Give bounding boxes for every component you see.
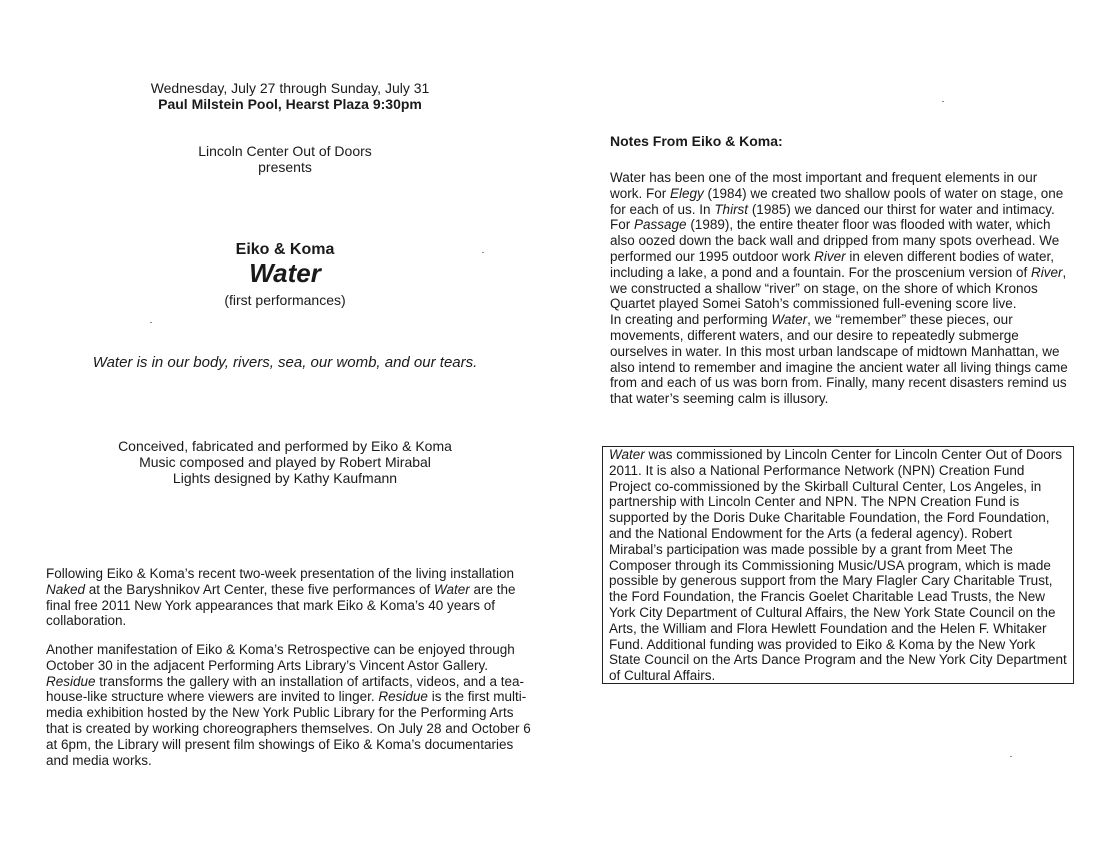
notes-paragraph xyxy=(610,170,1072,312)
schedule-dates: Wednesday, July 27 through Sunday, July 31 xyxy=(150,80,430,96)
italic-title: River xyxy=(1031,264,1063,280)
notes-paragraph xyxy=(610,312,1072,407)
text-run: was commissioned by Lincoln Center for Lincoln Center Out of Doors 2011. It is also a National Performance Network (NPN) Creation Fund Project co-commissioned by the Skirball Cultural Center, Los Angeles, in partnership with Lincoln Center and NPN. The NPN Creation Fund is supported by the Doris Duke Charitable Foundation, the Ford Foundation, and the National Endowment for the Arts (a federal agency). Robert Mirabal’s participation was made possible by a grant from Meet The Composer through its Commissioning Music/USA program, which is made possible by generous support from the Mary Flagler Cary Charitable Trust, the Ford Foundation, the Francis Goelet Charitable Lead Trusts, the New York City Department of Cultural Affairs, the New York State Council on the Arts, the William and Flora Hewlett Foundation and the Helen F. Whitaker Fund. Additional funding was provided to Eiko & Koma by the New York State Council on the Arts Dance Program and the New York City Department of Cultural Affairs. xyxy=(609,447,1067,684)
artist-name: Eiko & Koma xyxy=(235,241,335,258)
italic-title: Water xyxy=(771,312,808,328)
italic-title: Residue xyxy=(378,689,428,705)
italic-title: Passage xyxy=(634,217,687,233)
text-run: , we “remember” these pieces, our movements, different waters, and our desire to repeatedly submerge ourselves in water. In this most urban landscape of midtown Manhattan, we also intend to remember and imagine the ancient water all living things came from and each of us was born from. Finally, many recent disasters remind us that water’s seeming calm is illusory. xyxy=(610,312,1068,407)
presenter-verb: presents xyxy=(258,159,312,175)
notes-body xyxy=(610,170,1072,407)
credit-line: Music composed and played by Robert Mirabal xyxy=(139,454,431,470)
scan-speck xyxy=(942,101,944,102)
italic-title: Residue xyxy=(46,673,96,689)
text-run: (1985) we danced our thirst for water and intimacy. For xyxy=(610,201,1055,233)
credit-line: Conceived, fabricated and performed by Eiko & Koma xyxy=(118,438,452,454)
scan-speck xyxy=(1010,756,1012,757)
retrospective-paragraph xyxy=(46,642,538,768)
work-title: Water xyxy=(249,258,321,288)
text-run: Following Eiko & Koma’s recent two-week presentation of the living installation xyxy=(46,566,514,581)
credits-block xyxy=(30,438,540,486)
text-run: In creating and performing xyxy=(610,312,772,328)
schedule-block xyxy=(30,80,550,112)
credit-line: Lights designed by Kathy Kaufmann xyxy=(172,470,398,486)
italic-title: Naked xyxy=(46,581,86,597)
funding-paragraph xyxy=(609,447,1067,684)
italic-title: River xyxy=(814,248,846,264)
scan-speck xyxy=(150,322,152,323)
text-run: in eleven different bodies of water, including a lake, a pond and a fountain. For the proscenium version of xyxy=(610,248,1055,280)
premiere-note: (first performances) xyxy=(224,292,346,308)
text-run: (1989), the entire theater floor was flooded with water, which also oozed down the back wall and dripped from many spots overhead. We performed our 1995 outdoor work xyxy=(610,217,1060,264)
funding-credit-box xyxy=(602,446,1074,684)
schedule-venue: Paul Milstein Pool, Hearst Plaza 9:30pm xyxy=(158,96,422,112)
notes-heading: Notes From Eiko & Koma: xyxy=(610,133,783,149)
italic-title: Elegy xyxy=(670,185,704,201)
text-run: is the first multi-media exhibition hosted by the New York Public Library for the Performing Arts that is created by working choreographers themselves. On July 28 and October 6 at 6pm, the Library will present film showings of Eiko & Koma’s documentaries and media works. xyxy=(46,689,531,768)
text-run: (1984) we created two shallow pools of water on stage, one for each of us. In xyxy=(610,185,1064,217)
italic-title: Water xyxy=(433,581,470,597)
italic-title: Thirst xyxy=(714,201,749,217)
text-run: at the Baryshnikov Art Center, these five performances of xyxy=(85,581,434,597)
text-run: are the final free 2011 New York appearances that mark Eiko & Koma’s 40 years of collaboration. xyxy=(46,581,516,629)
scan-speck xyxy=(482,252,484,253)
presenter-block xyxy=(30,143,540,175)
text-run: transforms the gallery with an installation of artifacts, videos, and a tea-house-like structure where viewers are invited to linger. xyxy=(46,673,524,705)
tagline: Water is in our body, rivers, sea, our womb, and our tears. xyxy=(92,354,478,371)
intro-paragraph xyxy=(46,566,538,629)
presenter-name: Lincoln Center Out of Doors xyxy=(198,143,372,159)
text-run: Another manifestation of Eiko & Koma’s Retrospective can be enjoyed through October 30 in the adjacent Performing Arts Library’s Vincent Astor Gallery. xyxy=(46,642,515,673)
text-run: Water has been one of the most important and frequent elements in our work. For xyxy=(610,170,1038,201)
italic-title: Water xyxy=(609,447,645,462)
text-run: , we constructed a shallow “river” on stage, on the shore of which Kronos Quartet played Somei Satoh’s commissioned full-evening score live. xyxy=(610,264,1067,312)
